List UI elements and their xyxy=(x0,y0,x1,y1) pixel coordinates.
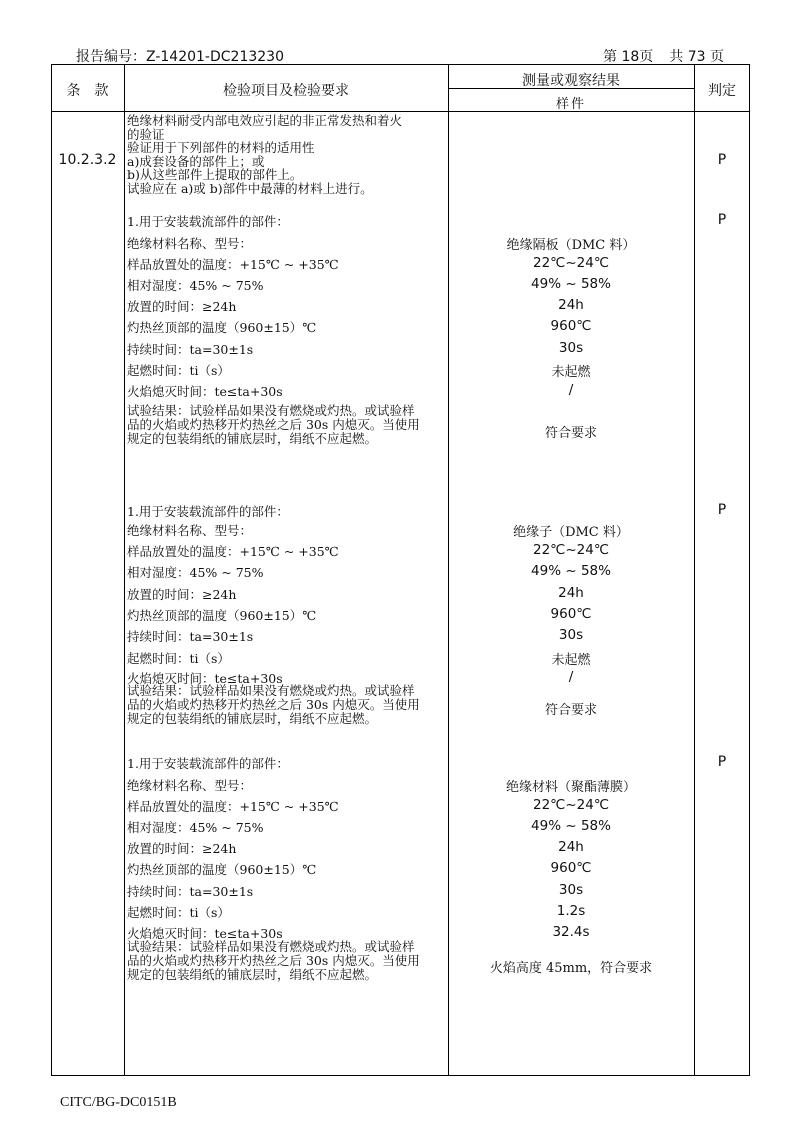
temp-label: 样品放置处的温度：+15℃ ~ +35℃ xyxy=(127,799,339,814)
humidity-label: 相对湿度：45% ~ 75% xyxy=(127,820,264,835)
criteria-line: 试验结果：试验样品如果没有燃烧或灼热。或试验样 xyxy=(127,939,415,954)
glow-value: 960℃ xyxy=(550,606,592,622)
group-verdict: P xyxy=(717,754,727,770)
group-verdict: P xyxy=(717,212,727,228)
duration-value: 30s xyxy=(558,627,584,643)
extinction-value: / xyxy=(568,382,574,398)
clause-requirement xyxy=(127,114,447,195)
glow-value: 960℃ xyxy=(550,860,592,876)
criteria-line: 试验结果：试验样品如果没有燃烧或灼热。或试验样 xyxy=(127,683,415,698)
ignition-value: 1.2s xyxy=(556,903,586,919)
form-code: CITC/BG-DC0151B xyxy=(60,1095,177,1110)
ignition-label: 起燃时间：ti（s） xyxy=(127,363,230,378)
page-number: 第 18页 xyxy=(603,49,654,65)
glow-label: 灼热丝顶部的温度（960±15）℃ xyxy=(127,608,317,623)
glow-label: 灼热丝顶部的温度（960±15）℃ xyxy=(127,862,317,877)
ignition-label: 起燃时间：ti（s） xyxy=(127,905,230,920)
part-label: 1.用于安装载流部件的部件： xyxy=(127,214,289,229)
temp-value: 22℃~24℃ xyxy=(533,255,609,271)
result-value: 符合要求 xyxy=(544,426,597,441)
material-value: 绝缘隔板（DMC 料） xyxy=(506,238,636,253)
glow-label: 灼热丝顶部的温度（960±15）℃ xyxy=(127,320,317,335)
humidity-value: 49% ~ 58% xyxy=(531,563,611,579)
material-label: 绝缘材料名称、型号： xyxy=(127,236,253,251)
group-verdict: P xyxy=(717,502,727,518)
temp-label: 样品放置处的温度：+15℃ ~ +35℃ xyxy=(127,257,339,272)
time-label: 放置的时间：≥24h xyxy=(127,841,237,856)
duration-label: 持续时间：ta=30±1s xyxy=(127,884,254,899)
header-verdict: 判定 xyxy=(708,83,736,99)
temp-label: 样品放置处的温度：+15℃ ~ +35℃ xyxy=(127,544,339,559)
header-clause: 条款 xyxy=(66,83,123,99)
report-number: 报告编号：Z-14201-DC213230 xyxy=(76,49,284,65)
temp-value: 22℃~24℃ xyxy=(533,797,609,813)
criteria-line: 规定的包装绢纸的铺底层时，绢纸不应起燃。 xyxy=(127,967,378,982)
extinction-label: 火焰熄灭时间：te≤ta+30s xyxy=(127,671,283,686)
result-criteria xyxy=(127,940,447,982)
criteria-line: 规定的包装绢纸的铺底层时，绢纸不应起燃。 xyxy=(127,711,378,726)
criteria-line: 品的火焰或灼热移开灼热丝之后 30s 内熄灭。当使用 xyxy=(127,953,420,968)
time-value: 24h xyxy=(558,585,584,601)
humidity-value: 49% ~ 58% xyxy=(531,818,611,834)
extinction-value: / xyxy=(568,669,574,685)
criteria-line: 规定的包装绢纸的铺底层时，绢纸不应起燃。 xyxy=(127,431,378,446)
material-label: 绝缘材料名称、型号： xyxy=(127,778,253,793)
humidity-value: 49% ~ 58% xyxy=(531,276,611,292)
criteria-line: 品的火焰或灼热移开灼热丝之后 30s 内熄灭。当使用 xyxy=(127,417,420,432)
page-total: 共 73 页 xyxy=(669,49,724,65)
header-result: 测量或观察结果 xyxy=(522,73,620,89)
time-label: 放置的时间：≥24h xyxy=(127,299,237,314)
column-divider xyxy=(124,64,125,1076)
time-value: 24h xyxy=(558,839,584,855)
part-label: 1.用于安装载流部件的部件： xyxy=(127,504,289,519)
ignition-value: 未起燃 xyxy=(551,365,591,380)
temp-value: 22℃~24℃ xyxy=(533,542,609,558)
material-label: 绝缘材料名称、型号： xyxy=(127,523,253,538)
header-item: 检验项目及检验要求 xyxy=(223,83,349,99)
requirement-line: 绝缘材料耐受内部电效应引起的非正常发热和着火 xyxy=(127,113,403,128)
requirement-line: 验证用于下列部件的材料的适用性 xyxy=(127,140,315,155)
result-value: 火焰高度 45mm，符合要求 xyxy=(489,961,653,976)
result-criteria xyxy=(127,404,447,446)
material-value: 绝缘材料（聚酯薄膜） xyxy=(505,780,636,795)
clause-verdict: P xyxy=(717,152,727,168)
page-indicator xyxy=(587,46,724,66)
extinction-label: 火焰熄灭时间：te≤ta+30s xyxy=(127,926,283,941)
criteria-line: 试验结果：试验样品如果没有燃烧或灼热。或试验样 xyxy=(127,403,415,418)
extinction-value: 32.4s xyxy=(552,924,590,940)
humidity-label: 相对湿度：45% ~ 75% xyxy=(127,278,264,293)
requirement-line: b)从这些部件上提取的部件上。 xyxy=(127,167,303,182)
duration-value: 30s xyxy=(558,882,584,898)
time-label: 放置的时间：≥24h xyxy=(127,587,237,602)
ignition-value: 未起燃 xyxy=(551,653,591,668)
extinction-label: 火焰熄灭时间：te≤ta+30s xyxy=(127,384,283,399)
humidity-label: 相对湿度：45% ~ 75% xyxy=(127,565,264,580)
material-value: 绝缘子（DMC 料） xyxy=(513,525,629,540)
ignition-label: 起燃时间：ti（s） xyxy=(127,651,230,666)
part-label: 1.用于安装载流部件的部件： xyxy=(127,756,289,771)
requirement-line: 的验证 xyxy=(127,126,165,142)
requirement-line: 试验应在 a)或 b)部件中最薄的材料上进行。 xyxy=(127,180,373,196)
requirement-line: a)成套设备的部件上；或 xyxy=(127,153,265,169)
duration-label: 持续时间：ta=30±1s xyxy=(127,629,254,644)
header-sample: 样件 xyxy=(555,97,586,112)
duration-value: 30s xyxy=(558,340,584,356)
result-value: 符合要求 xyxy=(544,703,597,718)
clause-number: 10.2.3.2 xyxy=(58,152,117,168)
glow-value: 960℃ xyxy=(550,318,592,334)
time-value: 24h xyxy=(558,297,584,313)
result-criteria xyxy=(127,684,447,726)
duration-label: 持续时间：ta=30±1s xyxy=(127,342,254,357)
criteria-line: 品的火焰或灼热移开灼热丝之后 30s 内熄灭。当使用 xyxy=(127,697,420,712)
